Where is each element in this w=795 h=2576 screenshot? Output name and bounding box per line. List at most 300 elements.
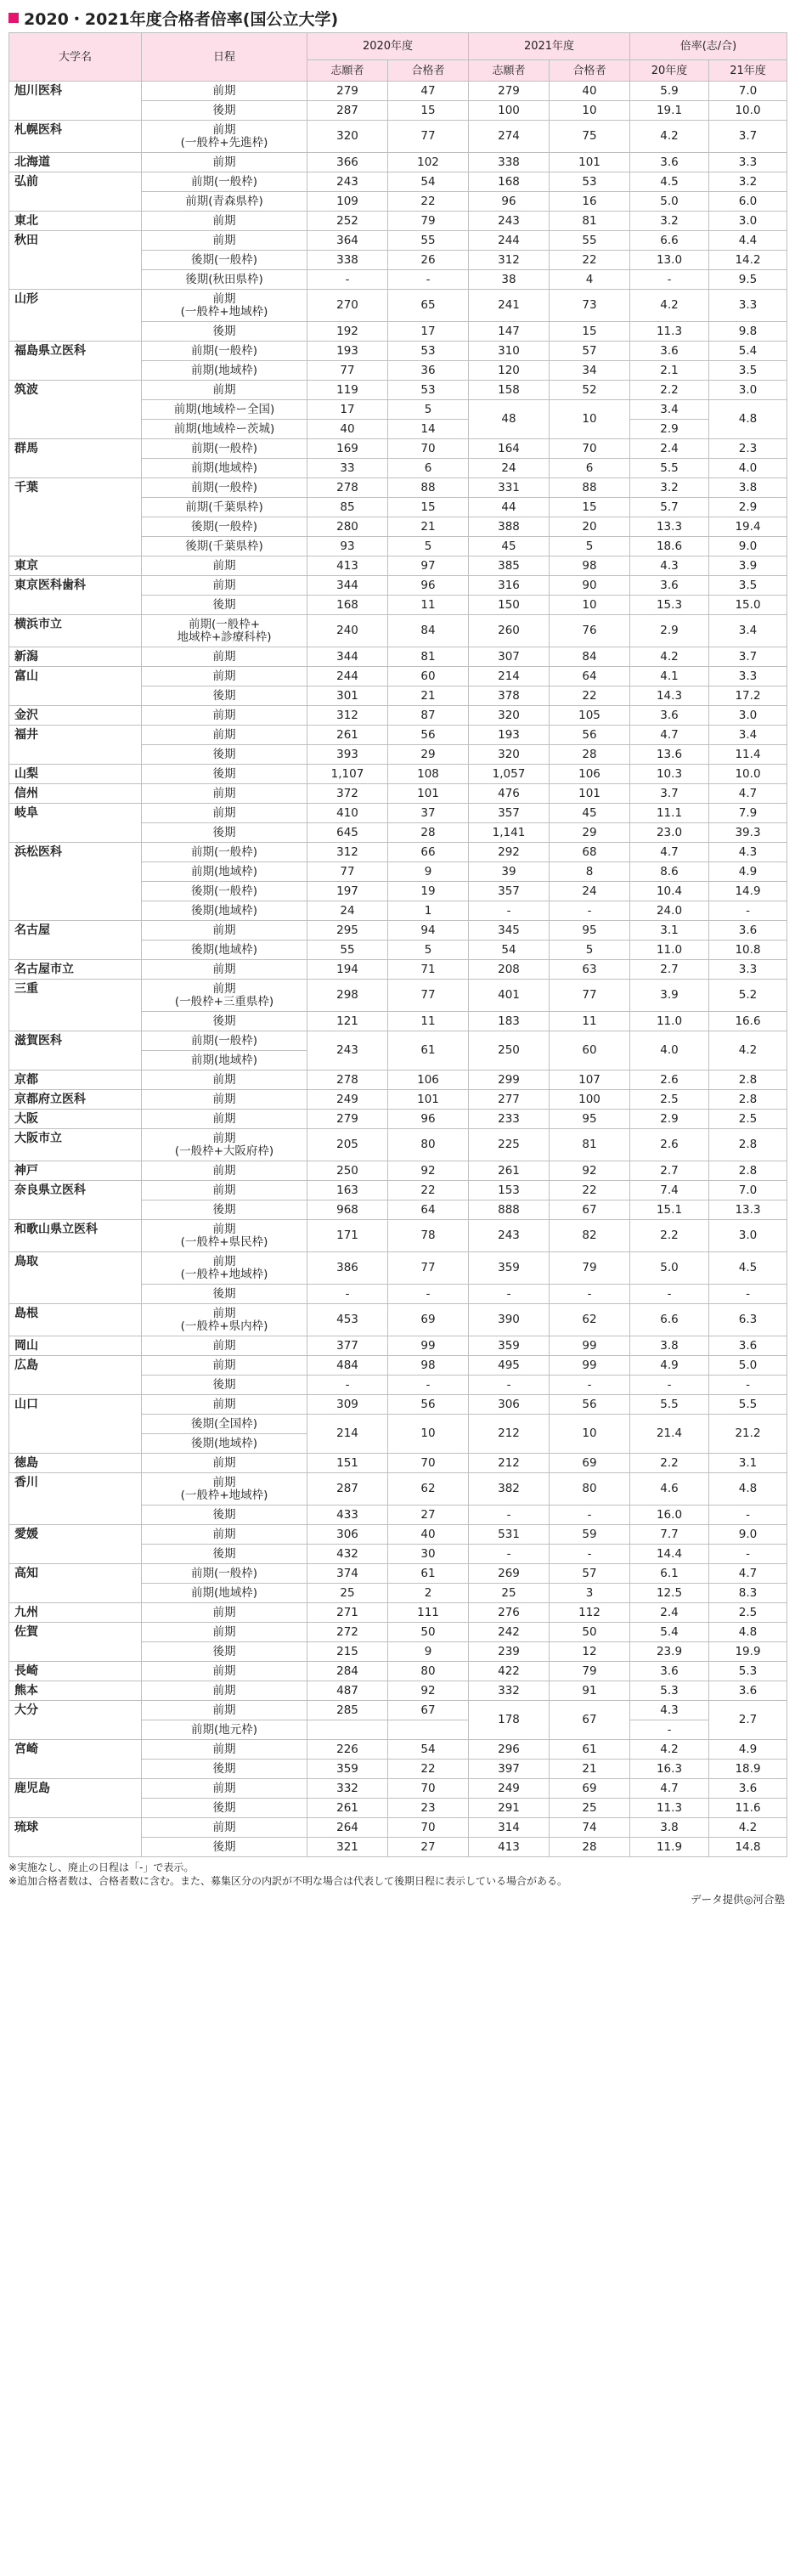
schedule-cell: 前期 (一般枠+地域枠) bbox=[142, 290, 307, 322]
applicants-2021-cell: 44 bbox=[469, 498, 550, 517]
table-row bbox=[9, 1818, 787, 1838]
schedule-cell: 前期 bbox=[142, 960, 307, 980]
university-name: 群馬 bbox=[9, 439, 142, 478]
schedule-cell: 前期 (一般枠+地域枠) bbox=[142, 1473, 307, 1505]
applicants-2020-cell: 77 bbox=[307, 862, 388, 882]
table-row bbox=[9, 1623, 787, 1642]
applicants-2021-cell: 243 bbox=[469, 212, 550, 231]
applicants-2020-cell: 279 bbox=[307, 82, 388, 101]
applicants-2020-cell: 359 bbox=[307, 1760, 388, 1779]
ratio-2021-cell: 10.0 bbox=[709, 765, 787, 784]
schedule-cell: 後期 bbox=[142, 823, 307, 843]
ratio-2020-cell: 16.0 bbox=[630, 1505, 709, 1525]
table-row bbox=[9, 212, 787, 231]
ratio-2021-cell: - bbox=[709, 1285, 787, 1304]
university-name: 弘前 bbox=[9, 172, 142, 212]
passers-2021-cell: 105 bbox=[550, 706, 630, 726]
applicants-2020-cell: - bbox=[307, 1285, 388, 1304]
applicants-2020-cell: 433 bbox=[307, 1505, 388, 1525]
table-row bbox=[9, 706, 787, 726]
ratio-2021-cell: 3.3 bbox=[709, 153, 787, 172]
applicants-2020-cell: 85 bbox=[307, 498, 388, 517]
ratio-2020-cell: - bbox=[630, 1376, 709, 1395]
schedule-cell: 後期 bbox=[142, 1838, 307, 1857]
applicants-2021-cell: 233 bbox=[469, 1110, 550, 1129]
header-2021-passers: 合格者 bbox=[550, 60, 630, 82]
passers-2020-cell: 9 bbox=[388, 862, 469, 882]
passers-2020-cell: 11 bbox=[388, 1012, 469, 1031]
passers-2020-cell: 101 bbox=[388, 1090, 469, 1110]
applicants-2020-cell: 77 bbox=[307, 361, 388, 381]
schedule-cell: 前期 bbox=[142, 556, 307, 576]
passers-2020-cell: 21 bbox=[388, 686, 469, 706]
ratio-2020-cell: 4.3 bbox=[630, 556, 709, 576]
ratio-2021-cell: 5.3 bbox=[709, 1662, 787, 1681]
ratio-2020-cell: 2.2 bbox=[630, 381, 709, 400]
ratio-2020-cell: 2.5 bbox=[630, 1090, 709, 1110]
schedule-cell: 前期 (一般枠+県民枠) bbox=[142, 1220, 307, 1252]
schedule-cell: 後期(地域枠) bbox=[142, 941, 307, 960]
university-name: 横浜市立 bbox=[9, 615, 142, 647]
ratio-2021-cell: 2.3 bbox=[709, 439, 787, 459]
passers-2020-cell: 54 bbox=[388, 172, 469, 192]
passers-2020-cell: 11 bbox=[388, 596, 469, 615]
schedule-cell: 前期(青森県枠) bbox=[142, 192, 307, 212]
university-name: 秋田 bbox=[9, 231, 142, 290]
table-row bbox=[9, 615, 787, 647]
applicants-2021-cell: 178 bbox=[469, 1701, 550, 1740]
passers-2020-cell: 19 bbox=[388, 882, 469, 901]
ratio-2020-cell: - bbox=[630, 1285, 709, 1304]
schedule-cell: 前期(地域枠ー全国) bbox=[142, 400, 307, 420]
ratio-2021-cell: 3.7 bbox=[709, 121, 787, 153]
pass-ratio-table bbox=[8, 32, 787, 1857]
schedule-cell: 前期(地元枠) bbox=[142, 1720, 307, 1740]
applicants-2020-cell: 171 bbox=[307, 1220, 388, 1252]
applicants-2021-cell: - bbox=[469, 1285, 550, 1304]
applicants-2020-cell: 168 bbox=[307, 596, 388, 615]
passers-2021-cell: 50 bbox=[550, 1623, 630, 1642]
applicants-2021-cell: 320 bbox=[469, 706, 550, 726]
table-row bbox=[9, 1356, 787, 1376]
schedule-cell: 後期(一般枠) bbox=[142, 882, 307, 901]
passers-2020-cell: 70 bbox=[388, 439, 469, 459]
passers-2020-cell: 22 bbox=[388, 1760, 469, 1779]
university-name: 琉球 bbox=[9, 1818, 142, 1857]
passers-2021-cell: 99 bbox=[550, 1356, 630, 1376]
applicants-2021-cell: 357 bbox=[469, 882, 550, 901]
passers-2020-cell: 77 bbox=[388, 121, 469, 153]
applicants-2021-cell: 150 bbox=[469, 596, 550, 615]
applicants-2021-cell: 422 bbox=[469, 1662, 550, 1681]
ratio-2021-cell: 4.9 bbox=[709, 862, 787, 882]
passers-2021-cell: 73 bbox=[550, 290, 630, 322]
table-row bbox=[9, 1779, 787, 1799]
passers-2021-cell: 34 bbox=[550, 361, 630, 381]
passers-2020-cell: 79 bbox=[388, 212, 469, 231]
passers-2021-cell: - bbox=[550, 1545, 630, 1564]
passers-2021-cell: 70 bbox=[550, 439, 630, 459]
passers-2020-cell: 87 bbox=[388, 706, 469, 726]
applicants-2021-cell: 242 bbox=[469, 1623, 550, 1642]
schedule-cell: 前期 bbox=[142, 1779, 307, 1799]
schedule-cell: 後期(地域枠) bbox=[142, 1434, 307, 1454]
applicants-2021-cell: 261 bbox=[469, 1161, 550, 1181]
applicants-2021-cell: 260 bbox=[469, 615, 550, 647]
ratio-2020-cell: 2.2 bbox=[630, 1454, 709, 1473]
ratio-2020-cell: 12.5 bbox=[630, 1584, 709, 1603]
ratio-2020-cell: 23.9 bbox=[630, 1642, 709, 1662]
applicants-2020-cell: 55 bbox=[307, 941, 388, 960]
applicants-2021-cell: 96 bbox=[469, 192, 550, 212]
schedule-cell: 前期 bbox=[142, 153, 307, 172]
ratio-2020-cell: 3.2 bbox=[630, 478, 709, 498]
table-row bbox=[9, 576, 787, 596]
applicants-2020-cell: 205 bbox=[307, 1129, 388, 1161]
ratio-2021-cell: 3.6 bbox=[709, 1336, 787, 1356]
university-name: 福井 bbox=[9, 726, 142, 765]
ratio-2020-cell: 5.7 bbox=[630, 498, 709, 517]
ratio-2021-cell: 3.5 bbox=[709, 361, 787, 381]
passers-2020-cell: 111 bbox=[388, 1603, 469, 1623]
university-name: 新潟 bbox=[9, 647, 142, 667]
schedule-cell: 前期 bbox=[142, 1701, 307, 1720]
table-row bbox=[9, 153, 787, 172]
schedule-cell: 前期 bbox=[142, 1681, 307, 1701]
passers-2020-cell: 80 bbox=[388, 1129, 469, 1161]
university-name: 東京医科歯科 bbox=[9, 576, 142, 615]
passers-2021-cell: 62 bbox=[550, 1304, 630, 1336]
schedule-cell: 後期 bbox=[142, 1012, 307, 1031]
ratio-2020-cell: 15.3 bbox=[630, 596, 709, 615]
applicants-2020-cell: 250 bbox=[307, 1161, 388, 1181]
ratio-2021-cell: 7.0 bbox=[709, 1181, 787, 1200]
table-row bbox=[9, 82, 787, 101]
applicants-2021-cell: 306 bbox=[469, 1395, 550, 1415]
schedule-cell: 前期 (一般枠+県内枠) bbox=[142, 1304, 307, 1336]
ratio-2020-cell: 11.9 bbox=[630, 1838, 709, 1857]
passers-2021-cell: - bbox=[550, 901, 630, 921]
table-row bbox=[9, 980, 787, 1012]
passers-2021-cell: 22 bbox=[550, 251, 630, 270]
passers-2020-cell: 70 bbox=[388, 1818, 469, 1838]
passers-2021-cell: 69 bbox=[550, 1779, 630, 1799]
passers-2021-cell: 28 bbox=[550, 1838, 630, 1857]
passers-2021-cell: 28 bbox=[550, 745, 630, 765]
ratio-2021-cell: 3.0 bbox=[709, 1220, 787, 1252]
applicants-2020-cell: 968 bbox=[307, 1200, 388, 1220]
passers-2020-cell: 65 bbox=[388, 290, 469, 322]
schedule-cell: 前期(一般枠) bbox=[142, 1564, 307, 1584]
ratio-2021-cell: 5.4 bbox=[709, 342, 787, 361]
schedule-cell: 前期 bbox=[142, 784, 307, 804]
passers-2020-cell: 5 bbox=[388, 941, 469, 960]
ratio-2020-cell: 13.6 bbox=[630, 745, 709, 765]
schedule-cell: 前期(一般枠) bbox=[142, 342, 307, 361]
applicants-2020-cell: 413 bbox=[307, 556, 388, 576]
applicants-2021-cell: 25 bbox=[469, 1584, 550, 1603]
university-name: 名古屋 bbox=[9, 921, 142, 960]
passers-2020-cell: 77 bbox=[388, 980, 469, 1012]
ratio-2021-cell: 4.8 bbox=[709, 1473, 787, 1505]
passers-2021-cell: 5 bbox=[550, 537, 630, 556]
header-ratio-21: 21年度 bbox=[709, 60, 787, 82]
ratio-2021-cell: 3.6 bbox=[709, 1681, 787, 1701]
ratio-2021-cell: 4.3 bbox=[709, 843, 787, 862]
ratio-2020-cell: 4.2 bbox=[630, 1740, 709, 1760]
schedule-cell: 後期(一般枠) bbox=[142, 251, 307, 270]
passers-2020-cell: 40 bbox=[388, 1525, 469, 1545]
ratio-2021-cell: - bbox=[709, 1545, 787, 1564]
ratio-2021-cell: 6.3 bbox=[709, 1304, 787, 1336]
ratio-2021-cell: 4.2 bbox=[709, 1031, 787, 1071]
ratio-2020-cell: 3.6 bbox=[630, 706, 709, 726]
schedule-cell: 前期 bbox=[142, 576, 307, 596]
university-name: 島根 bbox=[9, 1304, 142, 1336]
applicants-2021-cell: 1,057 bbox=[469, 765, 550, 784]
applicants-2021-cell: 888 bbox=[469, 1200, 550, 1220]
passers-2020-cell: 98 bbox=[388, 1356, 469, 1376]
applicants-2021-cell: 299 bbox=[469, 1071, 550, 1090]
applicants-2021-cell: 164 bbox=[469, 439, 550, 459]
header-ratio-20: 20年度 bbox=[630, 60, 709, 82]
applicants-2021-cell: 1,141 bbox=[469, 823, 550, 843]
page-title-text: 2020・2021年度合格者倍率(国公立大学) bbox=[24, 9, 339, 29]
table-row bbox=[9, 1525, 787, 1545]
passers-2020-cell: 27 bbox=[388, 1838, 469, 1857]
table-row bbox=[9, 231, 787, 251]
applicants-2020-cell: - bbox=[307, 270, 388, 290]
schedule-cell: 前期 bbox=[142, 1110, 307, 1129]
table-row bbox=[9, 1662, 787, 1681]
ratio-2021-cell: 3.4 bbox=[709, 615, 787, 647]
university-name: 滋賀医科 bbox=[9, 1031, 142, 1071]
table-row bbox=[9, 1181, 787, 1200]
university-name: 徳島 bbox=[9, 1454, 142, 1473]
schedule-cell: 後期(秋田県枠) bbox=[142, 270, 307, 290]
ratio-2021-cell: 4.4 bbox=[709, 231, 787, 251]
passers-2020-cell: 5 bbox=[388, 400, 469, 420]
applicants-2020-cell: 312 bbox=[307, 843, 388, 862]
ratio-2021-cell: 5.0 bbox=[709, 1356, 787, 1376]
ratio-2020-cell: - bbox=[630, 1720, 709, 1740]
applicants-2020-cell: 249 bbox=[307, 1090, 388, 1110]
passers-2020-cell: 67 bbox=[388, 1701, 469, 1720]
applicants-2020-cell: 484 bbox=[307, 1356, 388, 1376]
schedule-cell: 後期 bbox=[142, 101, 307, 121]
applicants-2021-cell: 269 bbox=[469, 1564, 550, 1584]
applicants-2021-cell: 212 bbox=[469, 1454, 550, 1473]
applicants-2020-cell: 386 bbox=[307, 1252, 388, 1285]
passers-2020-cell: 102 bbox=[388, 153, 469, 172]
ratio-2020-cell: 2.9 bbox=[630, 420, 709, 439]
ratio-2021-cell: 14.2 bbox=[709, 251, 787, 270]
applicants-2020-cell: 320 bbox=[307, 121, 388, 153]
passers-2020-cell: 106 bbox=[388, 1071, 469, 1090]
ratio-2020-cell: 6.6 bbox=[630, 1304, 709, 1336]
applicants-2021-cell: 390 bbox=[469, 1304, 550, 1336]
applicants-2021-cell: 100 bbox=[469, 101, 550, 121]
ratio-2021-cell: 10.8 bbox=[709, 941, 787, 960]
ratio-2020-cell: 4.7 bbox=[630, 843, 709, 862]
passers-2021-cell: 76 bbox=[550, 615, 630, 647]
passers-2020-cell: 53 bbox=[388, 381, 469, 400]
applicants-2020-cell: - bbox=[307, 1376, 388, 1395]
passers-2021-cell: 75 bbox=[550, 121, 630, 153]
passers-2020-cell: 60 bbox=[388, 667, 469, 686]
passers-2021-cell: 91 bbox=[550, 1681, 630, 1701]
applicants-2021-cell: 274 bbox=[469, 121, 550, 153]
applicants-2020-cell: 410 bbox=[307, 804, 388, 823]
applicants-2021-cell: 243 bbox=[469, 1220, 550, 1252]
ratio-2020-cell: - bbox=[630, 270, 709, 290]
university-name: 広島 bbox=[9, 1356, 142, 1395]
university-name: 名古屋市立 bbox=[9, 960, 142, 980]
applicants-2020-cell: 252 bbox=[307, 212, 388, 231]
schedule-cell: 後期 bbox=[142, 322, 307, 342]
ratio-2021-cell: 18.9 bbox=[709, 1760, 787, 1779]
passers-2021-cell: 77 bbox=[550, 980, 630, 1012]
ratio-2020-cell: 21.4 bbox=[630, 1415, 709, 1454]
footnote: ※追加合格者数は、合格者数に含む。また、募集区分の内訳が不明な場合は代表して後期日程に表示している場合がある。 bbox=[8, 1875, 568, 1887]
ratio-2020-cell: 3.4 bbox=[630, 400, 709, 420]
applicants-2020-cell: 287 bbox=[307, 1473, 388, 1505]
passers-2021-cell: 6 bbox=[550, 459, 630, 478]
ratio-2021-cell: 11.4 bbox=[709, 745, 787, 765]
passers-2021-cell: 15 bbox=[550, 498, 630, 517]
applicants-2020-cell: 119 bbox=[307, 381, 388, 400]
applicants-2021-cell: 45 bbox=[469, 537, 550, 556]
schedule-cell: 前期 bbox=[142, 1181, 307, 1200]
university-name: 山口 bbox=[9, 1395, 142, 1454]
passers-2021-cell: 68 bbox=[550, 843, 630, 862]
ratio-2020-cell: 8.6 bbox=[630, 862, 709, 882]
ratio-2021-cell: 14.9 bbox=[709, 882, 787, 901]
schedule-cell: 前期 bbox=[142, 1161, 307, 1181]
schedule-cell: 前期 bbox=[142, 212, 307, 231]
table-row bbox=[9, 960, 787, 980]
ratio-2020-cell: 2.9 bbox=[630, 615, 709, 647]
applicants-2020-cell: 193 bbox=[307, 342, 388, 361]
title-marker-icon bbox=[8, 13, 19, 23]
passers-2021-cell: 101 bbox=[550, 784, 630, 804]
ratio-2020-cell: 23.0 bbox=[630, 823, 709, 843]
passers-2020-cell: 55 bbox=[388, 231, 469, 251]
university-name: 鹿児島 bbox=[9, 1779, 142, 1818]
applicants-2021-cell: 310 bbox=[469, 342, 550, 361]
ratio-2021-cell: 15.0 bbox=[709, 596, 787, 615]
schedule-cell: 後期 bbox=[142, 1200, 307, 1220]
schedule-cell: 前期 bbox=[142, 231, 307, 251]
passers-2021-cell: 20 bbox=[550, 517, 630, 537]
table-row bbox=[9, 1701, 787, 1720]
ratio-2020-cell: 3.8 bbox=[630, 1336, 709, 1356]
applicants-2020-cell: 312 bbox=[307, 706, 388, 726]
applicants-2020-cell: 240 bbox=[307, 615, 388, 647]
applicants-2020-cell: 243 bbox=[307, 172, 388, 192]
ratio-2021-cell: 3.3 bbox=[709, 290, 787, 322]
table-row bbox=[9, 647, 787, 667]
ratio-2020-cell: 15.1 bbox=[630, 1200, 709, 1220]
passers-2021-cell: 25 bbox=[550, 1799, 630, 1818]
applicants-2021-cell: 291 bbox=[469, 1799, 550, 1818]
passers-2020-cell: 71 bbox=[388, 960, 469, 980]
applicants-2020-cell: 278 bbox=[307, 1071, 388, 1090]
passers-2020-cell: 62 bbox=[388, 1473, 469, 1505]
passers-2021-cell: 79 bbox=[550, 1252, 630, 1285]
table-row bbox=[9, 1304, 787, 1336]
applicants-2020-cell: 284 bbox=[307, 1662, 388, 1681]
ratio-2020-cell: 4.1 bbox=[630, 667, 709, 686]
schedule-cell: 前期 (一般枠+地域枠) bbox=[142, 1252, 307, 1285]
passers-2021-cell: 3 bbox=[550, 1584, 630, 1603]
ratio-2021-cell: 3.6 bbox=[709, 1779, 787, 1799]
schedule-cell: 前期 bbox=[142, 1071, 307, 1090]
passers-2021-cell: 5 bbox=[550, 941, 630, 960]
ratio-2021-cell: - bbox=[709, 901, 787, 921]
passers-2021-cell: 10 bbox=[550, 1415, 630, 1454]
passers-2021-cell: 57 bbox=[550, 1564, 630, 1584]
ratio-2020-cell: 2.9 bbox=[630, 1110, 709, 1129]
applicants-2021-cell: 314 bbox=[469, 1818, 550, 1838]
passers-2020-cell: 80 bbox=[388, 1662, 469, 1681]
table-row bbox=[9, 1473, 787, 1505]
university-name: 愛媛 bbox=[9, 1525, 142, 1564]
university-name: 金沢 bbox=[9, 706, 142, 726]
applicants-2021-cell: 39 bbox=[469, 862, 550, 882]
passers-2021-cell: 95 bbox=[550, 921, 630, 941]
header-university: 大学名 bbox=[9, 33, 142, 82]
ratio-2020-cell: 10.3 bbox=[630, 765, 709, 784]
university-name: 信州 bbox=[9, 784, 142, 804]
applicants-2020-cell: 344 bbox=[307, 576, 388, 596]
applicants-2021-cell: - bbox=[469, 1545, 550, 1564]
schedule-cell: 前期 bbox=[142, 667, 307, 686]
header-2021-applicants: 志願者 bbox=[469, 60, 550, 82]
ratio-2020-cell: 19.1 bbox=[630, 101, 709, 121]
ratio-2020-cell: 4.5 bbox=[630, 172, 709, 192]
applicants-2020-cell: 344 bbox=[307, 647, 388, 667]
passers-2020-cell: - bbox=[388, 270, 469, 290]
applicants-2021-cell: 388 bbox=[469, 517, 550, 537]
schedule-cell: 前期(一般枠+ 地域枠+診療科枠) bbox=[142, 615, 307, 647]
passers-2021-cell: 63 bbox=[550, 960, 630, 980]
applicants-2021-cell: 168 bbox=[469, 172, 550, 192]
applicants-2020-cell: 364 bbox=[307, 231, 388, 251]
university-name: 福島県立医科 bbox=[9, 342, 142, 381]
ratio-2021-cell: 16.6 bbox=[709, 1012, 787, 1031]
schedule-cell: 後期 bbox=[142, 1505, 307, 1525]
passers-2021-cell: 80 bbox=[550, 1473, 630, 1505]
passers-2020-cell: - bbox=[388, 1285, 469, 1304]
applicants-2020-cell: 372 bbox=[307, 784, 388, 804]
passers-2020-cell: 50 bbox=[388, 1623, 469, 1642]
table-row bbox=[9, 784, 787, 804]
passers-2021-cell: 90 bbox=[550, 576, 630, 596]
university-name: 東北 bbox=[9, 212, 142, 231]
applicants-2021-cell: 239 bbox=[469, 1642, 550, 1662]
ratio-2021-cell: 3.3 bbox=[709, 960, 787, 980]
ratio-2020-cell: 24.0 bbox=[630, 901, 709, 921]
ratio-2021-cell: 4.8 bbox=[709, 1623, 787, 1642]
schedule-cell: 前期(一般枠) bbox=[142, 172, 307, 192]
university-name: 岡山 bbox=[9, 1336, 142, 1356]
ratio-2021-cell: 2.5 bbox=[709, 1110, 787, 1129]
ratio-2020-cell: 5.3 bbox=[630, 1681, 709, 1701]
table-row bbox=[9, 1454, 787, 1473]
applicants-2020-cell: 194 bbox=[307, 960, 388, 980]
applicants-2020-cell: 270 bbox=[307, 290, 388, 322]
